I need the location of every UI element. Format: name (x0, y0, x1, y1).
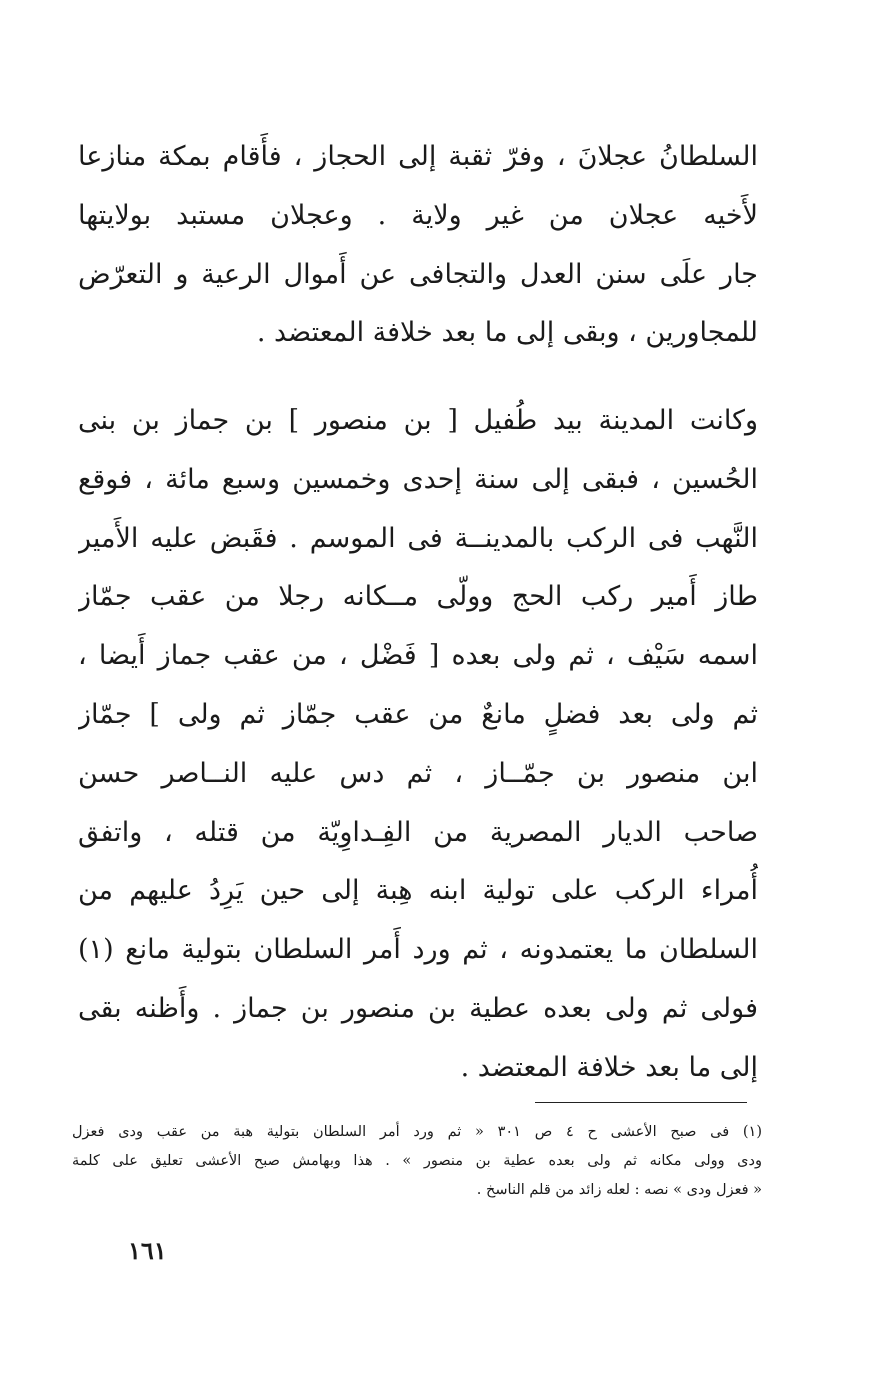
footnotes (72, 1118, 762, 1205)
paragraph-2 (78, 392, 758, 1098)
text-line: جار علَى سنن العدل والتجافى عن أَموال الرعية و التعرّض (78, 258, 758, 290)
paragraph-1 (78, 128, 758, 363)
text-line: السلطانُ عجلانَ ، وفرّ ثقبة إلى الحجاز ، فأَقام بمكة منازعا (78, 141, 758, 172)
text-line: ابن منصور بن جمّــاز ، ثم دس عليه النــاصر حسن (78, 757, 758, 789)
text-line: ثم ولى بعد فضلٍ مانعٌ من عقب جمّاز ثم ولى ] جمّاز (78, 698, 758, 730)
text-line: لأَخيه عجلان من غير ولاية . وعجلان مستبد بولايتها (78, 199, 758, 231)
text-line: فولى ثم ولى بعده عطية بن منصور بن جماز . وأَظنه بقى (78, 992, 758, 1024)
footnote-line: (١) فى صبح الأعشى ح ٤ ص ٣٠١ « ثم ورد أمر السلطان بتولية هبة من عقب ودى فعزل (72, 1124, 762, 1140)
footnote-line: ودى وولى مكانه ثم ولى بعده عطية بن منصور » . هذا وبهامش صبح الأعشى تعليق على كلمة (72, 1153, 762, 1169)
footnote-line: « فعزل ودى » نصه : لعله زائد من قلم الناسخ . (476, 1182, 762, 1198)
text-line: صاحب الديار المصرية من الفِـداوِيّة من قتله ، واتفق (78, 816, 758, 848)
footnote-separator (535, 1102, 747, 1103)
text-line: النَّهب فى الركب بالمدينــة فى الموسم . فقَبض عليه الأَمير (78, 522, 758, 554)
text-line: طاز أَمير ركب الحج وولّى مــكانه رجلا من عقب جمّاز (78, 581, 758, 613)
text-line: للمجاورين ، وبقى إلى ما بعد خلافة المعتضد . (256, 317, 758, 349)
text-line: الحُسين ، فبقى إلى سنة إحدى وخمسين وسبع مائة ، فوقع (78, 463, 758, 495)
text-line: اسمه سَيْف ، ثم ولى بعده [ فَضْل ، من عقب جماز أَيضا ، (78, 640, 758, 672)
text-line: أُمراء الركب على تولية ابنه هِبة إلى حين يَرِدُ عليهم من (78, 875, 758, 907)
text-line: السلطان ما يعتمدونه ، ثم ورد أَمر السلطان بتولية مانع (١) (78, 934, 758, 966)
page-number: ١٦١ (128, 1236, 167, 1265)
text-line: وكانت المدينة بيد طُفيل [ بن منصور ] بن جماز بن بنى (78, 405, 758, 436)
text-line: إلى ما بعد خلافة المعتضد . (460, 1051, 758, 1083)
